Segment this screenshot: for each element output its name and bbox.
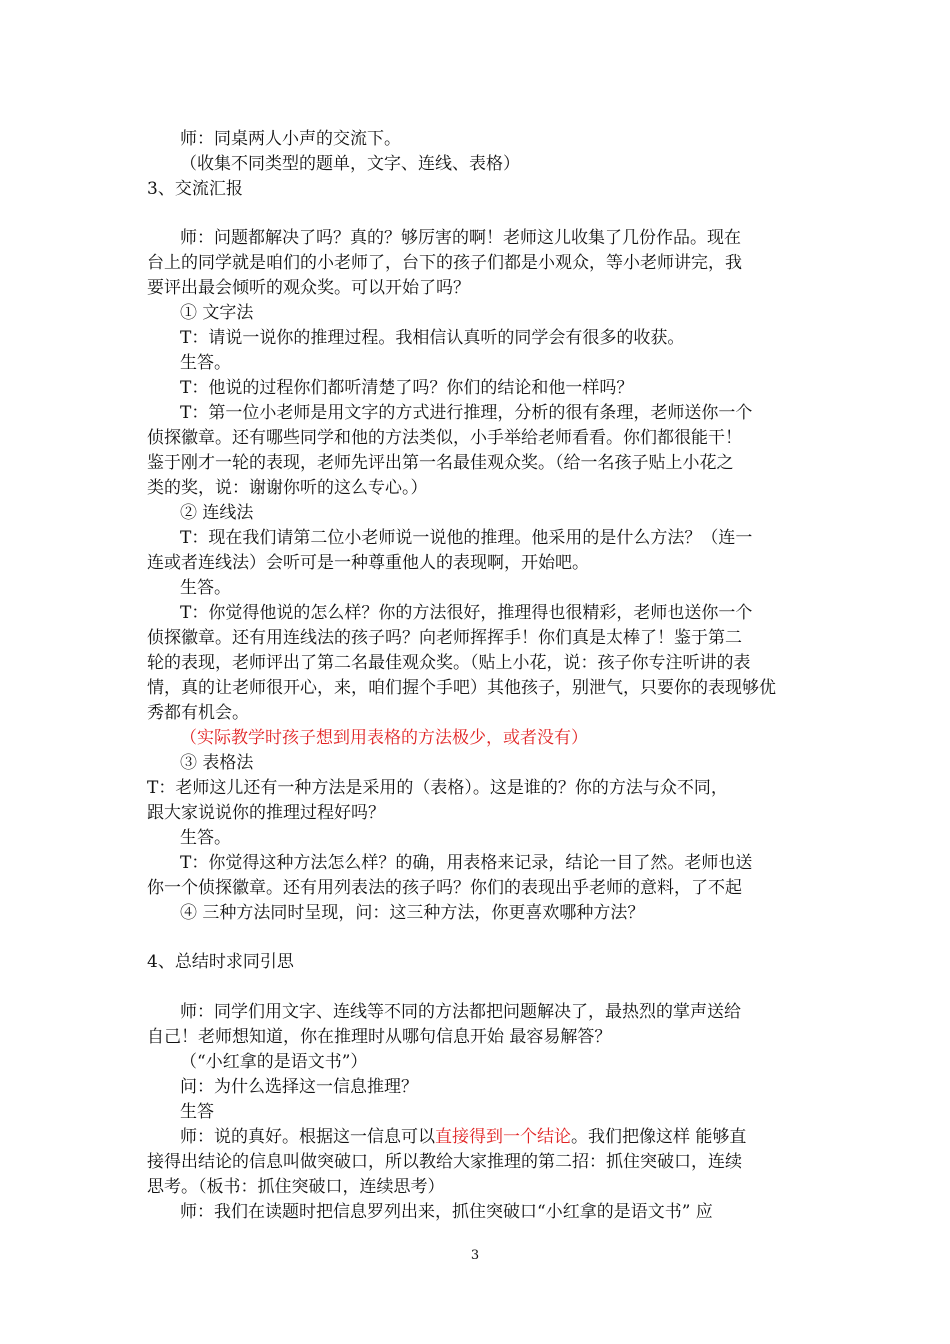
subheading-table-method: ③ 表格法 (180, 753, 254, 773)
page-number: 3 (470, 1248, 480, 1263)
line-10: T：他说的过程你们都听清楚了吗？你们的结论和他一样吗？ (180, 378, 634, 398)
line-16: T：现在我们请第二位小老师说一说他的推理。他采用的是什么方法？（连一 (180, 528, 753, 548)
line-38 (180, 1125, 807, 1149)
line-35: （“小红拿的是语文书”） (180, 1052, 368, 1072)
line-6: 要评出最会倾听的观众奖。可以开始了吗？ (147, 278, 470, 298)
line-33: 师：同学们用文字、连线等不同的方法都把问题解决了，最热烈的掌声送给 (180, 1002, 741, 1022)
line-18: 生答。 (180, 578, 231, 598)
line-29: T：你觉得这种方法怎么样？的确，用表格来记录，结论一目了然。老师也送 (180, 853, 753, 873)
line-41: 师：我们在读题时把信息罗列出来，抓住突破口“小红拿的是语文书” 应 (180, 1202, 713, 1222)
red-note: （实际教学时孩子想到用表格的方法极少，或者没有） (180, 728, 588, 748)
line-28: 生答。 (180, 828, 231, 848)
line-20: 侦探徽章。还有用连线法的孩子吗？向老师挥挥手！你们真是太棒了！鉴于第二 (147, 628, 742, 648)
line-4: 师：问题都解决了吗？真的？够厉害的啊！老师这儿收集了几份作品。现在 (180, 228, 741, 248)
line-5: 台上的同学就是咱们的小老师了，台下的孩子们都是小观众，等小老师讲完，我 (147, 253, 742, 273)
line-14: 类的奖，说：谢谢你听的这么专心。） (147, 478, 428, 498)
line-13: 鉴于刚才一轮的表现，老师先评出第一名最佳观众奖。（给一名孩子贴上小花之 (147, 453, 734, 473)
line-37: 生答 (180, 1102, 214, 1122)
line-39: 接得出结论的信息叫做突破口，所以教给大家推理的第二招：抓住突破口，连续 (147, 1152, 742, 1172)
line-11: T：第一位小老师是用文字的方式进行推理，分析的很有条理，老师送你一个 (180, 403, 753, 423)
line-23: 秀都有机会。 (147, 703, 249, 723)
line-19: T：你觉得他说的怎么样？你的方法很好，推理得也很精彩，老师也送你一个 (180, 603, 753, 623)
line-22: 情，真的让老师很开心，来，咱们握个手吧）其他孩子，别泄气，只要你的表现够优 (147, 678, 776, 698)
section-heading-3: 3、交流汇报 (147, 179, 243, 199)
line-12: 侦探徽章。还有哪些同学和他的方法类似，小手举给老师看看。你们都很能干！ (147, 428, 742, 448)
line-40: 思考。（板书：抓住突破口，连续思考） (147, 1177, 445, 1197)
line-26: T：老师这儿还有一种方法是采用的（表格）。这是谁的？你的方法与众不同， (147, 778, 728, 798)
line-38-a: 师：说的真好。根据这一信息可以 (180, 1127, 435, 1147)
line-21: 轮的表现，老师评出了第二名最佳观众奖。（贴上小花，说：孩子你专注听讲的表 (147, 653, 751, 673)
line-17: 连或者连线法）会听可是一种尊重他人的表现啊，开始吧。 (147, 553, 589, 573)
subheading-line-method: ② 连线法 (180, 503, 254, 523)
section-heading-4: 4、总结时求同引思 (147, 952, 294, 972)
line-9: 生答。 (180, 353, 231, 373)
subheading-text-method: ① 文字法 (180, 303, 254, 323)
line-31: ④ 三种方法同时呈现，问：这三种方法，你更喜欢哪种方法？ (180, 903, 645, 923)
line-38-highlight: 直接得到一个结论 (435, 1127, 571, 1147)
line-34: 自己！老师想知道，你在推理时从哪句信息开始 最容易解答？ (147, 1027, 612, 1047)
line-2: （收集不同类型的题单，文字、连线、表格） (180, 154, 520, 174)
line-38-b: 。我们把像这样 能够直 (571, 1127, 747, 1147)
line-36: 问：为什么选择这一信息推理？ (180, 1077, 418, 1097)
line-1: 师：同桌两人小声的交流下。 (180, 129, 401, 149)
line-30: 你一个侦探徽章。还有用列表法的孩子吗？你们的表现出乎老师的意料，了不起 (147, 878, 742, 898)
line-8: T：请说一说你的推理过程。我相信认真听的同学会有很多的收获。 (180, 328, 685, 348)
line-27: 跟大家说说你的推理过程好吗？ (147, 803, 385, 823)
